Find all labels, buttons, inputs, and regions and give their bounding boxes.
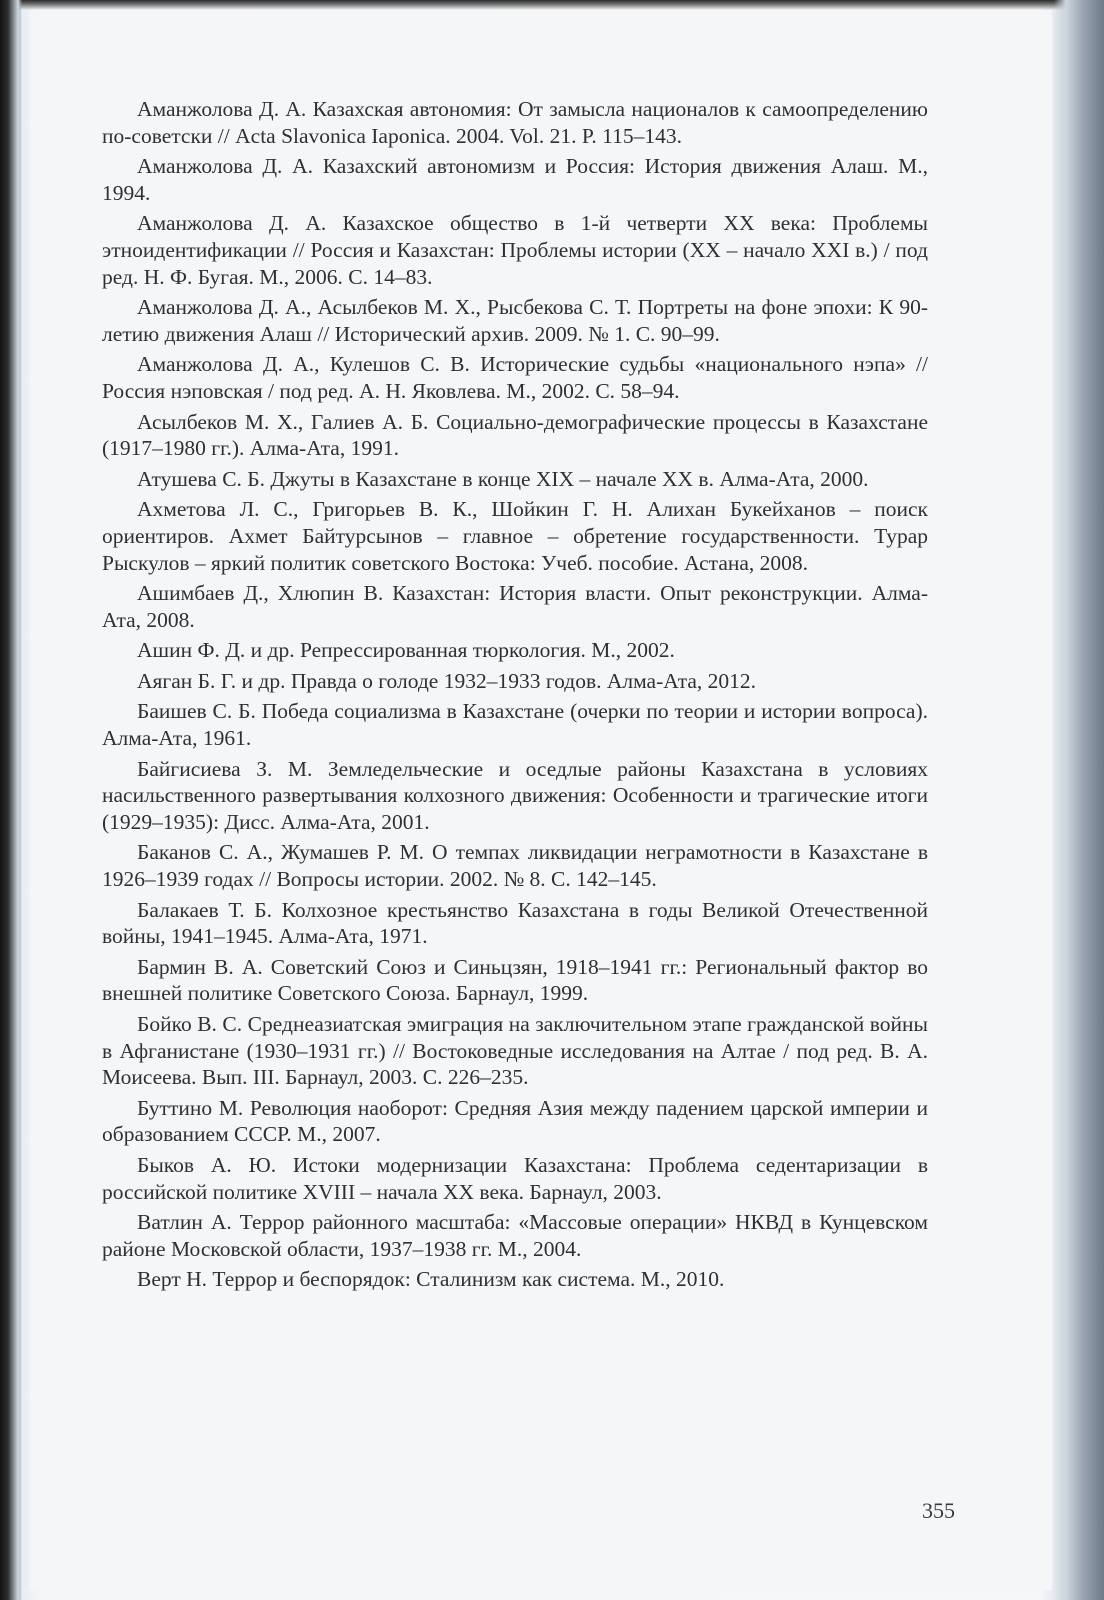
bibliography-list	[102, 96, 928, 1297]
bibliography-entry: Атушева С. Б. Джуты в Казахстане в конце XIX – начале XX в. Алма-Ата, 2000.	[137, 466, 869, 491]
bibliography-entry: Ашин Ф. Д. и др. Репрессированная тюркология. М., 2002.	[137, 638, 675, 663]
scan-page-edge	[1054, 0, 1104, 1600]
bibliography-entry: Баишев С. Б. Победа социализма в Казахстане (очерки по теории и истории вопроса). Алма-Ата, 1961.	[102, 699, 928, 751]
bibliography-entry: Аманжолова Д. А., Асылбеков М. Х., Рысбекова С. Т. Портреты на фоне эпохи: К 90-летию движения Алаш // Исторический архив. 2009. № 1. С. 90–99.	[102, 295, 928, 346]
bibliography-entry: Ашимбаев Д., Хлюпин В. Казахстан: История власти. Опыт реконструкции. Алма-Ата, 2008.	[102, 581, 928, 632]
bibliography-entry: Ахметова Л. С., Григорьев В. К., Шойкин Г. Н. Алихан Букейханов – поиск ориентиров. Ахмет Байтурсынов – главное – обретение государственности. Турар Рыскулов – яркий политик советского Востока: Учеб. пособие. Астана, 2008.	[102, 497, 928, 575]
page-number: 355	[922, 1498, 955, 1523]
bibliography-entry: Аманжолова Д. А. Казахский автономизм и Россия: История движения Алаш. М., 1994.	[102, 154, 928, 205]
bibliography-entry: Аманжолова Д. А. Казахская автономия: От замысла националов к самоопределению по-советски // Acta Slavonica Iaponica. 2004. Vol. 21. P. 115–143.	[102, 97, 928, 148]
bibliography-entry: Верт Н. Террор и беспорядок: Сталинизм как система. М., 2010.	[137, 1267, 725, 1292]
scan-binding-shadow	[0, 0, 22, 1600]
bibliography-entry: Баканов С. А., Жумашев Р. М. О темпах ликвидации неграмотности в Казахстане в 1926–1939 годах // Вопросы истории. 2002. № 8. С. 142–145.	[102, 840, 928, 892]
scan-top-shadow	[0, 0, 1104, 10]
bibliography-entry: Бармин В. А. Советский Союз и Синьцзян, 1918–1941 гг.: Региональный фактор во внешней политике Советского Союза. Барнаул, 1999.	[102, 954, 928, 1006]
bibliography-entry: Бойко В. С. Среднеазиатская эмиграция на заключительном этапе гражданской войны в Афганистане (1930–1931 гг.) // Востоковедные исследования на Алтае / под ред. В. А. Моисеева. Вып. III. Барнаул, 2003. С. 226–235.	[102, 1012, 928, 1090]
bibliography-entry: Асылбеков М. Х., Галиев А. Б. Социально-демографические процессы в Казахстане (1917–1980 гг.). Алма-Ата, 1991.	[102, 409, 928, 461]
bibliography-entry: Аманжолова Д. А. Казахское общество в 1-й четверти XX века: Проблемы этноидентификации // Россия и Казахстан: Проблемы истории (XX – начало XXI в.) / под ред. Н. Ф. Бугая. М., 2006. С. 14–83.	[102, 211, 928, 289]
bibliography-entry: Аяган Б. Г. и др. Правда о голоде 1932–1933 годов. Алма-Ата, 2012.	[137, 668, 757, 693]
bibliography-entry: Балакаев Т. Б. Колхозное крестьянство Казахстана в годы Великой Отечественной войны, 1941–1945. Алма-Ата, 1971.	[102, 897, 928, 949]
bibliography-entry: Буттино М. Революция наоборот: Средняя Азия между падением царской империи и образованием СССР. М., 2007.	[102, 1095, 928, 1147]
bibliography-entry: Аманжолова Д. А., Кулешов С. В. Исторические судьбы «национального нэпа» // Россия нэповская / под ред. А. Н. Яковлева. М., 2002. С. 58–94.	[102, 352, 928, 403]
bibliography-entry: Быков А. Ю. Истоки модернизации Казахстана: Проблема седентаризации в российской политике XVIII – начала XX века. Барнаул, 2003.	[102, 1152, 928, 1204]
bibliography-entry: Ватлин А. Террор районного масштаба: «Массовые операции» НКВД в Кунцевском районе Московской области, 1937–1938 гг. М., 2004.	[102, 1210, 928, 1261]
bibliography-entry: Байгисиева З. М. Земледельческие и оседлые районы Казахстана в условиях насильственного развертывания колхозного движения: Особенности и трагические итоги (1929–1935): Дисс. Алма-Ата, 2001.	[102, 756, 928, 834]
